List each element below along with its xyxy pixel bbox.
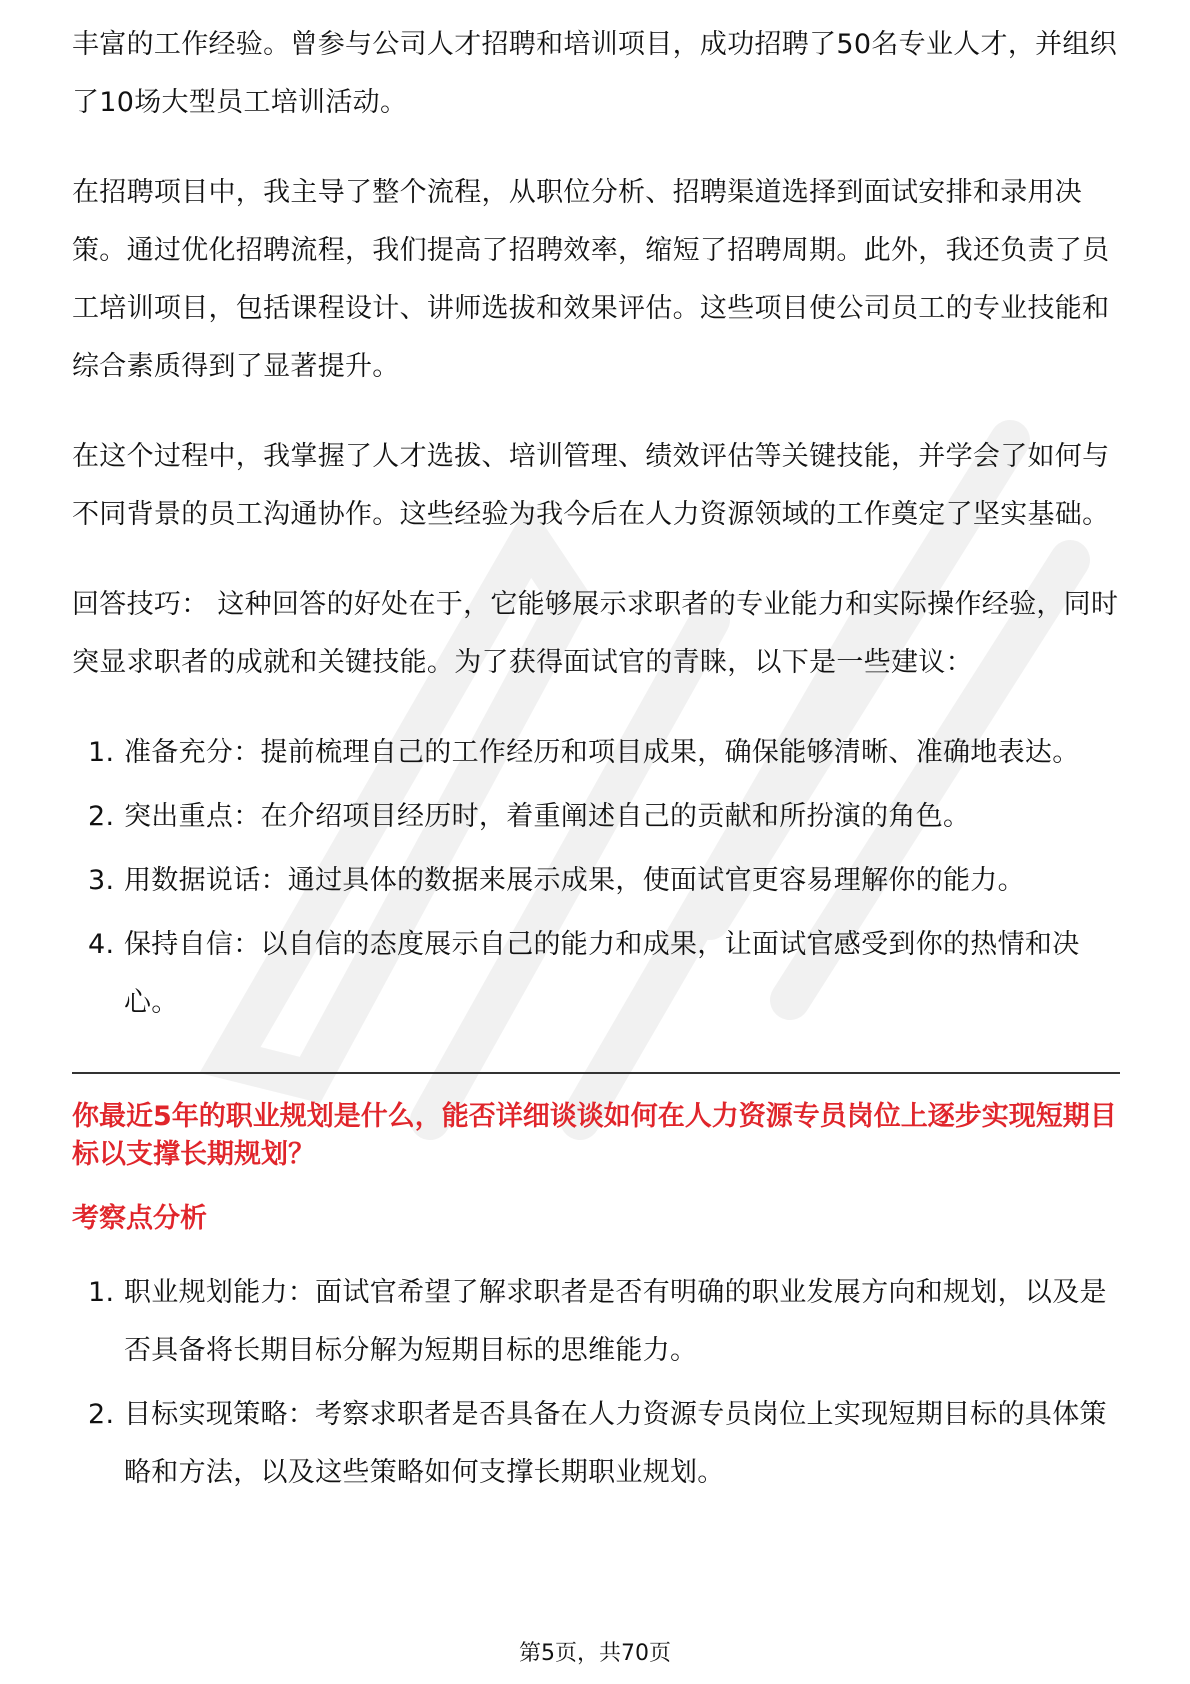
list-item (72, 852, 1120, 910)
list-item-text: 突出重点：在介绍项目经历时，着重阐述自己的贡献和所扮演的角色。 (124, 801, 971, 832)
list-item-number: 2. (88, 801, 115, 832)
list-item (72, 724, 1120, 782)
list-item-text: 用数据说话：通过具体的数据来展示成果，使面试官更容易理解你的能力。 (124, 865, 1025, 896)
list-item (72, 1264, 1120, 1380)
list-item (72, 1386, 1120, 1502)
tips-paragraph: 回答技巧： 这种回答的好处在于，它能够展示求职者的专业能力和实际操作经验，同时突显求职者的成就和关键技能。为了获得面试官的青睐，以下是一些建议： (72, 589, 1119, 678)
interview-question: 你最近5年的职业规划是什么，能否详细谈谈如何在人力资源专员岗位上逐步实现短期目标以支撑长期规划？ (72, 1101, 1117, 1170)
list-item-text: 保持自信：以自信的态度展示自己的能力和成果，让面试官感受到你的热情和决心。 (124, 929, 1080, 1018)
list-item-number: 1. (88, 737, 115, 768)
analysis-list (72, 1264, 1120, 1502)
list-item-text: 目标实现策略：考察求职者是否具备在人力资源专员岗位上实现短期目标的具体策略和方法，以及这些策略如何支撑长期职业规划。 (124, 1399, 1107, 1488)
list-item-text: 职业规划能力：面试官希望了解求职者是否有明确的职业发展方向和规划，以及是否具备将长期目标分解为短期目标的思维能力。 (124, 1277, 1107, 1366)
paragraph-skills: 在这个过程中，我掌握了人才选拔、培训管理、绩效评估等关键技能，并学会了如何与不同背景的员工沟通协作。这些经验为我今后在人力资源领域的工作奠定了坚实基础。 (72, 441, 1110, 530)
list-item-number: 2. (88, 1399, 115, 1430)
analysis-title: 考察点分析 (72, 1203, 207, 1234)
section-divider (72, 1072, 1120, 1074)
list-item-number: 3. (88, 865, 115, 896)
list-item-number: 4. (88, 929, 115, 960)
page-footer: 第5页，共70页 (519, 1641, 671, 1666)
list-item (72, 788, 1120, 846)
list-item-text: 准备充分：提前梳理自己的工作经历和项目成果，确保能够清晰、准确地表达。 (124, 737, 1080, 768)
list-item (72, 916, 1120, 1032)
tips-list (72, 724, 1120, 1032)
list-item-number: 1. (88, 1277, 115, 1308)
intro-paragraph: 丰富的工作经验。曾参与公司人才招聘和培训项目，成功招聘了50名专业人才，并组织了10场大型员工培训活动。 (72, 29, 1118, 118)
paragraph-recruitment: 在招聘项目中，我主导了整个流程，从职位分析、招聘渠道选择到面试安排和录用决策。通过优化招聘流程，我们提高了招聘效率，缩短了招聘周期。此外，我还负责了员工培训项目，包括课程设计、讲师选拔和效果评估。这些项目使公司员工的专业技能和综合素质得到了显著提升。 (72, 177, 1110, 382)
main-content (72, 24, 1120, 1542)
